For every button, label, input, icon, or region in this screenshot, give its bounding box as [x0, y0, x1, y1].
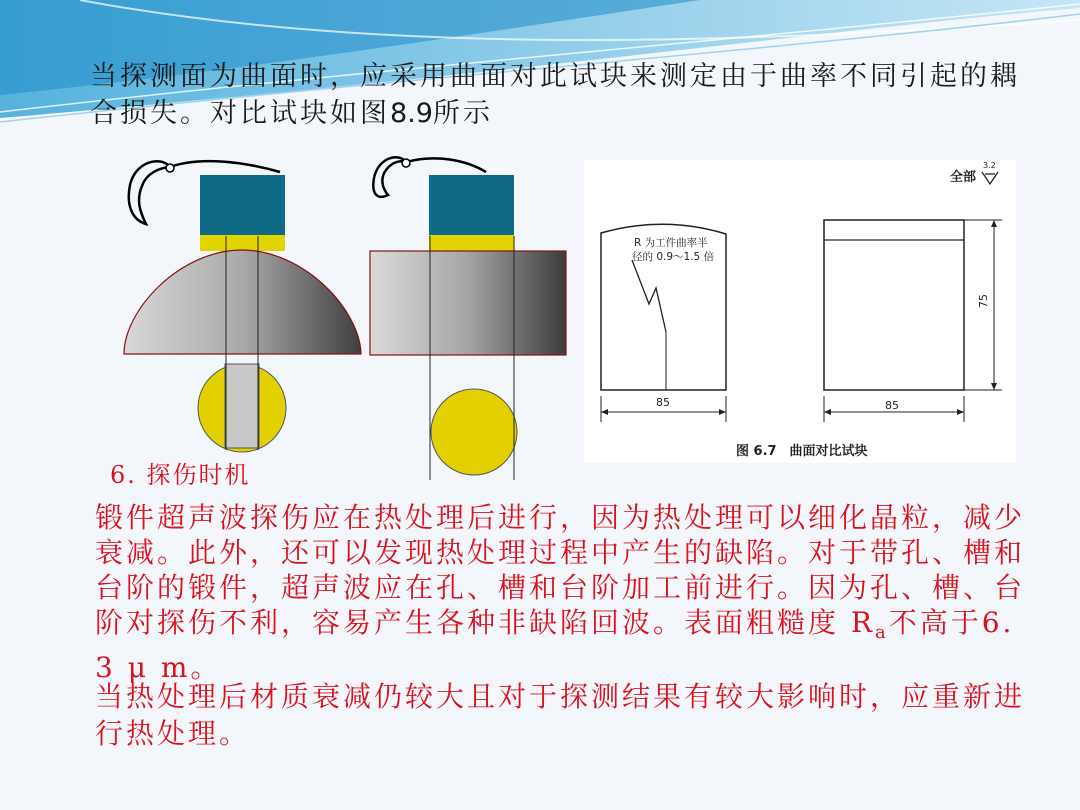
flat-workpiece: [370, 251, 566, 355]
probe-body: [200, 175, 285, 235]
probe-body: [429, 175, 514, 235]
flat-surface-probe-diagram: [366, 150, 572, 485]
radius-note-line2: 径的 0.9～1.5 倍: [632, 251, 715, 263]
intro-paragraph: 当探测面为曲面时，应采用曲面对此试块来测定由于曲率不同引起的耦合损失。对比试块如图8.9所示: [90, 61, 1020, 129]
figure-reference: 8.9: [390, 98, 433, 129]
figure-caption: 图 6.7 曲面对比试块: [736, 444, 868, 459]
probe-wedge: [200, 235, 285, 251]
body-paragraph: 锻件超声波探伤应在热处理后进行，因为热处理可以细化晶粒，减少衰减。此外，还可以发现热处理过程中产生的缺陷。对于带孔、槽和台阶的锻件，超声波应在孔、槽和台阶加工前进行。因为孔、槽、台阶对探伤不利，容易产生各种非缺陷回波。表面粗糙度 $R_a$不高于6. 3 μ m。: [95, 501, 1026, 684]
curved-block-outline: [601, 224, 726, 390]
closing-paragraph: 当热处理后材质衰减仍较大且对于探测结果有较大影响时，应重新进行热处理。: [95, 680, 1026, 750]
curved-surface-probe-diagram: [110, 150, 370, 480]
round-bar: [431, 389, 517, 475]
roughness-symbol: [982, 172, 998, 184]
roughness-value: 3.2: [983, 161, 996, 170]
cable-connector: [402, 159, 410, 167]
probe-wedge: [429, 235, 514, 251]
section-heading: 6. 探伤时机: [110, 461, 251, 489]
roughness-subscript: a: [875, 622, 889, 643]
roughness-label: 全部: [950, 170, 977, 185]
cable-connector: [166, 164, 174, 172]
round-bar-beam: [225, 364, 259, 448]
dimension-right-width: 85: [885, 399, 899, 412]
dimension-left-width: 85: [656, 396, 670, 409]
reference-block-figure: [584, 160, 1016, 463]
section-break-line: [632, 260, 666, 332]
dimension-height: 75: [977, 294, 990, 308]
flat-block-outline: [824, 220, 964, 390]
radius-note-line1: R 为工件曲率半: [634, 237, 708, 249]
curved-workpiece: [124, 250, 361, 354]
